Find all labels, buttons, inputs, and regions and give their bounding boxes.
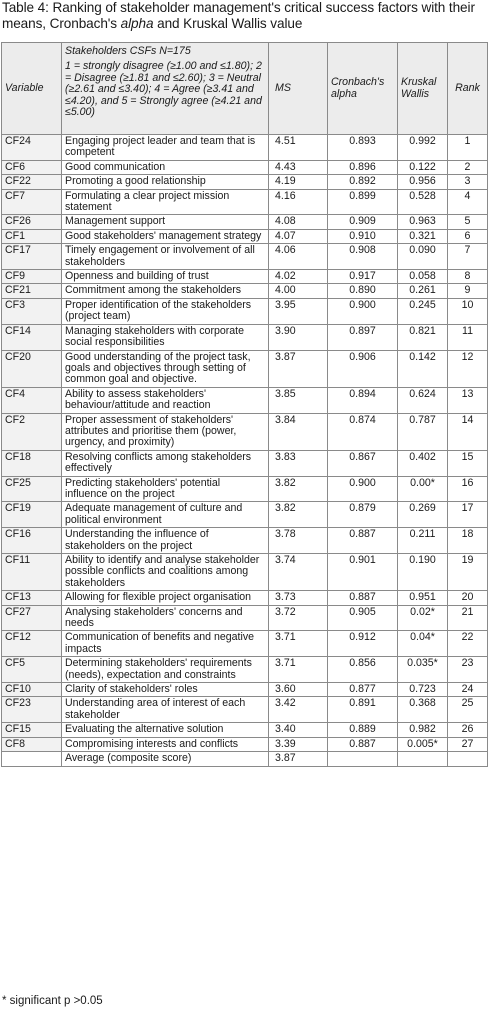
row-alpha-cell: 0.887 — [328, 591, 398, 605]
row-kruskal-wallis-cell: 0.058 — [398, 270, 448, 284]
row-ms-cell: 4.19 — [269, 175, 328, 189]
row-rank-cell: 25 — [448, 697, 488, 723]
row-csf-cell: Adequate management of culture and political environment — [62, 502, 269, 528]
row-rank-cell: 26 — [448, 723, 488, 737]
table-row — [2, 215, 488, 229]
row-kruskal-wallis-cell: 0.321 — [398, 229, 448, 243]
average-label: Average (composite score) — [62, 752, 269, 766]
row-ms-cell: 3.95 — [269, 298, 328, 324]
row-alpha-cell: 0.874 — [328, 413, 398, 450]
row-kruskal-wallis-cell: 0.142 — [398, 350, 448, 387]
row-ms-cell: 3.39 — [269, 737, 328, 751]
row-rank-cell: 5 — [448, 215, 488, 229]
table-row — [2, 244, 488, 270]
row-rank-cell: 13 — [448, 387, 488, 413]
row-ms-cell: 3.71 — [269, 657, 328, 683]
row-variable-cell: CF16 — [2, 528, 62, 554]
row-ms-cell: 3.87 — [269, 350, 328, 387]
table-row — [2, 350, 488, 387]
row-kruskal-wallis-cell: 0.269 — [398, 502, 448, 528]
row-rank-cell: 17 — [448, 502, 488, 528]
row-csf-cell: Analysing stakeholders' concerns and needs — [62, 605, 269, 631]
row-alpha-cell: 0.910 — [328, 229, 398, 243]
table-row — [2, 528, 488, 554]
row-kruskal-wallis-cell: 0.956 — [398, 175, 448, 189]
row-kruskal-wallis-cell: 0.528 — [398, 189, 448, 215]
table-row — [2, 591, 488, 605]
table-row — [2, 270, 488, 284]
row-kruskal-wallis-cell: 0.821 — [398, 324, 448, 350]
row-variable-cell: CF20 — [2, 350, 62, 387]
header-variable: Variable — [2, 43, 62, 135]
row-ms-cell: 4.16 — [269, 189, 328, 215]
row-rank-cell: 9 — [448, 284, 488, 298]
header-kruskal-wallis: Kruskal Wallis — [398, 43, 448, 135]
row-alpha-cell: 0.901 — [328, 554, 398, 591]
row-ms-cell: 3.74 — [269, 554, 328, 591]
row-rank-cell: 3 — [448, 175, 488, 189]
row-kruskal-wallis-cell: 0.035* — [398, 657, 448, 683]
average-row — [2, 752, 488, 766]
row-variable-cell: CF18 — [2, 450, 62, 476]
header-rank: Rank — [448, 43, 488, 135]
row-kruskal-wallis-cell: 0.122 — [398, 160, 448, 174]
table-row — [2, 737, 488, 751]
row-kruskal-wallis-cell: 0.261 — [398, 284, 448, 298]
row-alpha-cell: 0.891 — [328, 697, 398, 723]
row-csf-cell: Determining stakeholders' requirements (needs), expectation and constraints — [62, 657, 269, 683]
table-row — [2, 605, 488, 631]
row-kruskal-wallis-cell: 0.368 — [398, 697, 448, 723]
row-kruskal-wallis-cell: 0.245 — [398, 298, 448, 324]
row-ms-cell: 4.08 — [269, 215, 328, 229]
row-rank-cell: 16 — [448, 476, 488, 502]
row-alpha-cell: 0.887 — [328, 528, 398, 554]
row-alpha-cell: 0.892 — [328, 175, 398, 189]
row-rank-cell: 24 — [448, 683, 488, 697]
average-empty-cell — [398, 752, 448, 766]
table-row — [2, 387, 488, 413]
row-csf-cell: Formulating a clear project mission statement — [62, 189, 269, 215]
caption-text: Table 4: Ranking of stakeholder management's critical success factors with their means, Cronbach's — [2, 0, 475, 31]
row-variable-cell: CF19 — [2, 502, 62, 528]
row-ms-cell: 3.82 — [269, 476, 328, 502]
table-row — [2, 631, 488, 657]
row-alpha-cell: 0.877 — [328, 683, 398, 697]
row-rank-cell: 10 — [448, 298, 488, 324]
average-ms: 3.87 — [269, 752, 328, 766]
row-csf-cell: Understanding area of interest of each stakeholder — [62, 697, 269, 723]
row-ms-cell: 3.90 — [269, 324, 328, 350]
row-variable-cell: CF27 — [2, 605, 62, 631]
row-alpha-cell: 0.856 — [328, 657, 398, 683]
header-csfs-title: Stakeholders CSFs N=175 — [65, 45, 191, 57]
row-variable-cell: CF6 — [2, 160, 62, 174]
row-rank-cell: 22 — [448, 631, 488, 657]
row-ms-cell: 3.78 — [269, 528, 328, 554]
row-csf-cell: Ability to assess stakeholders' behaviour/attitude and reaction — [62, 387, 269, 413]
row-ms-cell: 4.51 — [269, 135, 328, 161]
row-csf-cell: Management support — [62, 215, 269, 229]
row-variable-cell: CF12 — [2, 631, 62, 657]
row-kruskal-wallis-cell: 0.982 — [398, 723, 448, 737]
row-csf-cell: Proper assessment of stakeholders' attributes and prioritise them (power, urgency, and proximity) — [62, 413, 269, 450]
row-rank-cell: 8 — [448, 270, 488, 284]
row-variable-cell: CF3 — [2, 298, 62, 324]
average-empty-cell — [2, 752, 62, 766]
row-csf-cell: Ability to identify and analyse stakeholder possible conflicts and coalitions among stakeholders — [62, 554, 269, 591]
row-alpha-cell: 0.897 — [328, 324, 398, 350]
row-kruskal-wallis-cell: 0.992 — [398, 135, 448, 161]
table-row — [2, 413, 488, 450]
caption-text-end: and Kruskal Wallis value — [153, 16, 303, 31]
table-row — [2, 160, 488, 174]
row-csf-cell: Good stakeholders' management strategy — [62, 229, 269, 243]
table-row — [2, 189, 488, 215]
row-csf-cell: Resolving conflicts among stakeholders effectively — [62, 450, 269, 476]
table-row — [2, 697, 488, 723]
row-ms-cell: 4.43 — [269, 160, 328, 174]
row-kruskal-wallis-cell: 0.04* — [398, 631, 448, 657]
table-row — [2, 723, 488, 737]
row-rank-cell: 27 — [448, 737, 488, 751]
row-rank-cell: 6 — [448, 229, 488, 243]
row-ms-cell: 4.06 — [269, 244, 328, 270]
row-variable-cell: CF9 — [2, 270, 62, 284]
table-body — [2, 135, 488, 767]
table-row — [2, 298, 488, 324]
row-csf-cell: Understanding the influence of stakeholders on the project — [62, 528, 269, 554]
row-variable-cell: CF13 — [2, 591, 62, 605]
row-ms-cell: 3.84 — [269, 413, 328, 450]
row-csf-cell: Promoting a good relationship — [62, 175, 269, 189]
row-alpha-cell: 0.889 — [328, 723, 398, 737]
table-row — [2, 284, 488, 298]
header-ms: MS — [269, 43, 328, 135]
header-csfs-scale: 1 = strongly disagree (≥1.00 and ≤1.80); 2 = Disagree (≥1.81 and ≤2.60); 3 = Neutral (≥2.61 and ≤3.40); 4 = Agree (≥3.41 and ≤4.20), and 5 = Strongly agree (≥4.21 and ≤5.00) — [65, 60, 262, 119]
row-rank-cell: 12 — [448, 350, 488, 387]
row-alpha-cell: 0.867 — [328, 450, 398, 476]
row-alpha-cell: 0.896 — [328, 160, 398, 174]
row-kruskal-wallis-cell: 0.005* — [398, 737, 448, 751]
table-caption — [2, 0, 488, 32]
row-ms-cell: 3.72 — [269, 605, 328, 631]
row-alpha-cell: 0.890 — [328, 284, 398, 298]
table-row — [2, 175, 488, 189]
row-variable-cell: CF10 — [2, 683, 62, 697]
row-rank-cell: 20 — [448, 591, 488, 605]
row-rank-cell: 15 — [448, 450, 488, 476]
row-variable-cell: CF17 — [2, 244, 62, 270]
average-empty-cell — [448, 752, 488, 766]
row-ms-cell: 3.83 — [269, 450, 328, 476]
row-rank-cell: 2 — [448, 160, 488, 174]
row-variable-cell: CF8 — [2, 737, 62, 751]
table-row — [2, 683, 488, 697]
row-rank-cell: 1 — [448, 135, 488, 161]
row-alpha-cell: 0.900 — [328, 476, 398, 502]
row-ms-cell: 3.82 — [269, 502, 328, 528]
row-ms-cell: 3.60 — [269, 683, 328, 697]
row-rank-cell: 19 — [448, 554, 488, 591]
row-variable-cell: CF5 — [2, 657, 62, 683]
row-variable-cell: CF24 — [2, 135, 62, 161]
row-rank-cell: 4 — [448, 189, 488, 215]
row-csf-cell: Commitment among the stakeholders — [62, 284, 269, 298]
row-alpha-cell: 0.909 — [328, 215, 398, 229]
row-csf-cell: Allowing for flexible project organisation — [62, 591, 269, 605]
row-rank-cell: 11 — [448, 324, 488, 350]
table-row — [2, 135, 488, 161]
row-alpha-cell: 0.906 — [328, 350, 398, 387]
row-ms-cell: 4.02 — [269, 270, 328, 284]
row-ms-cell: 4.00 — [269, 284, 328, 298]
table-row — [2, 502, 488, 528]
average-empty-cell — [328, 752, 398, 766]
row-variable-cell: CF21 — [2, 284, 62, 298]
row-variable-cell: CF7 — [2, 189, 62, 215]
row-variable-cell: CF2 — [2, 413, 62, 450]
row-ms-cell: 3.40 — [269, 723, 328, 737]
row-alpha-cell: 0.879 — [328, 502, 398, 528]
row-alpha-cell: 0.905 — [328, 605, 398, 631]
row-csf-cell: Communication of benefits and negative impacts — [62, 631, 269, 657]
caption-italic: alpha — [120, 16, 154, 31]
table-row — [2, 324, 488, 350]
row-kruskal-wallis-cell: 0.090 — [398, 244, 448, 270]
header-csfs — [62, 43, 269, 135]
row-csf-cell: Good communication — [62, 160, 269, 174]
table-row — [2, 476, 488, 502]
row-csf-cell: Managing stakeholders with corporate social responsibilities — [62, 324, 269, 350]
row-kruskal-wallis-cell: 0.02* — [398, 605, 448, 631]
row-variable-cell: CF22 — [2, 175, 62, 189]
row-kruskal-wallis-cell: 0.211 — [398, 528, 448, 554]
row-ms-cell: 3.42 — [269, 697, 328, 723]
row-csf-cell: Proper identification of the stakeholders (project team) — [62, 298, 269, 324]
row-csf-cell: Engaging project leader and team that is competent — [62, 135, 269, 161]
row-rank-cell: 21 — [448, 605, 488, 631]
row-kruskal-wallis-cell: 0.402 — [398, 450, 448, 476]
row-variable-cell: CF14 — [2, 324, 62, 350]
row-ms-cell: 3.85 — [269, 387, 328, 413]
row-kruskal-wallis-cell: 0.624 — [398, 387, 448, 413]
table-row — [2, 657, 488, 683]
row-alpha-cell: 0.912 — [328, 631, 398, 657]
row-csf-cell: Openness and building of trust — [62, 270, 269, 284]
table-row — [2, 554, 488, 591]
row-variable-cell: CF4 — [2, 387, 62, 413]
row-kruskal-wallis-cell: 0.00* — [398, 476, 448, 502]
row-variable-cell: CF1 — [2, 229, 62, 243]
header-cronbach-alpha: Cronbach's alpha — [328, 43, 398, 135]
row-alpha-cell: 0.917 — [328, 270, 398, 284]
row-csf-cell: Timely engagement or involvement of all stakeholders — [62, 244, 269, 270]
table-header-row — [2, 43, 488, 135]
row-csf-cell: Evaluating the alternative solution — [62, 723, 269, 737]
row-kruskal-wallis-cell: 0.787 — [398, 413, 448, 450]
row-alpha-cell: 0.887 — [328, 737, 398, 751]
row-ms-cell: 3.71 — [269, 631, 328, 657]
row-csf-cell: Good understanding of the project task, goals and objectives through setting of common goal and objective. — [62, 350, 269, 387]
row-alpha-cell: 0.900 — [328, 298, 398, 324]
row-alpha-cell: 0.893 — [328, 135, 398, 161]
row-kruskal-wallis-cell: 0.723 — [398, 683, 448, 697]
row-kruskal-wallis-cell: 0.190 — [398, 554, 448, 591]
row-rank-cell: 23 — [448, 657, 488, 683]
row-ms-cell: 3.73 — [269, 591, 328, 605]
row-variable-cell: CF23 — [2, 697, 62, 723]
row-variable-cell: CF11 — [2, 554, 62, 591]
row-variable-cell: CF15 — [2, 723, 62, 737]
row-variable-cell: CF25 — [2, 476, 62, 502]
table-row — [2, 450, 488, 476]
row-alpha-cell: 0.908 — [328, 244, 398, 270]
row-csf-cell: Predicting stakeholders' potential influence on the project — [62, 476, 269, 502]
row-csf-cell: Compromising interests and conflicts — [62, 737, 269, 751]
row-ms-cell: 4.07 — [269, 229, 328, 243]
row-csf-cell: Clarity of stakeholders' roles — [62, 683, 269, 697]
row-kruskal-wallis-cell: 0.963 — [398, 215, 448, 229]
row-rank-cell: 18 — [448, 528, 488, 554]
table-row — [2, 229, 488, 243]
row-alpha-cell: 0.894 — [328, 387, 398, 413]
row-variable-cell: CF26 — [2, 215, 62, 229]
csf-ranking-table — [1, 42, 488, 767]
row-rank-cell: 7 — [448, 244, 488, 270]
row-rank-cell: 14 — [448, 413, 488, 450]
row-kruskal-wallis-cell: 0.951 — [398, 591, 448, 605]
row-alpha-cell: 0.899 — [328, 189, 398, 215]
footnote: * significant p >0.05 — [2, 995, 103, 1007]
